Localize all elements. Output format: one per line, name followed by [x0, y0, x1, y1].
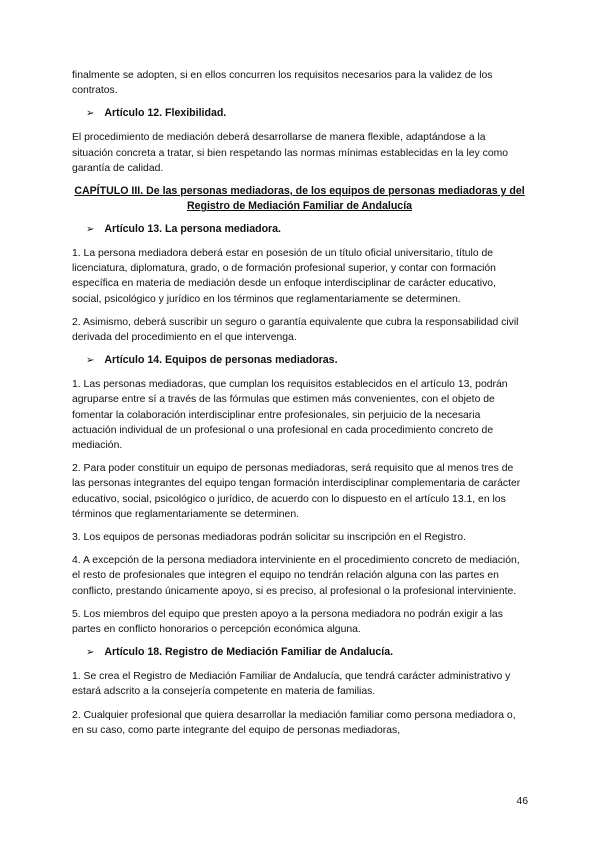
- article-14-paragraph-3: 3. Los equipos de personas mediadoras podrán solicitar su inscripción en el Registro.: [72, 532, 466, 544]
- article-14-paragraph-4: 4. A excepción de la persona mediadora interviniente en el procedimiento concreto de mediación, el resto de profesionales que integren el equipo no tendrán relación alguna con las partes en conflicto, prestando únicamente apoyo, si es preciso, al profesional o la profesional interviniente.: [72, 555, 520, 597]
- article-14-paragraph-5: 5. Los miembros del equipo que presten apoyo a la persona mediadora no podrán exigir a las partes en conflicto honorarios o percepción económica alguna.: [72, 608, 503, 636]
- article-13-heading: [86, 222, 527, 237]
- document-page: [72, 68, 527, 746]
- article-18-heading: [86, 645, 527, 660]
- article-14-paragraph-2: 2. Para poder constituir un equipo de personas mediadoras, será requisito que al menos tres de las personas integrantes del equipo tengan formación interdisciplinar complementaria de carácter educativo, social, psicológico o jurídico, de acuerdo con lo dispuesto en el artículo 13.1, en los términos que reglamentariamente se determinen.: [72, 463, 521, 520]
- article-18-paragraph-1: 1. Se crea el Registro de Mediación Familiar de Andalucía, que tendrá carácter administrativo y estará adscrito a la consejería competente en materia de familias.: [72, 671, 511, 698]
- arrow-bullet-icon: ➢: [86, 647, 95, 659]
- article-14-heading: [86, 353, 527, 368]
- arrow-bullet-icon: ➢: [86, 224, 95, 236]
- article-12-heading: [86, 106, 527, 121]
- article-14-paragraph-1: 1. Las personas mediadoras, que cumplan los requisitos establecidos en el artículo 13, podrán agruparse entre sí a través de las fórmulas que estimen más convenientes, con el objeto de fomentar la colaboración interdisciplinar entre profesionales, sin perjuicio de la necesaria actuación individual de un profesional o una profesional en cada procedimiento concreto de mediación.: [72, 379, 508, 452]
- article-13-paragraph-1: 1. La persona mediadora deberá estar en posesión de un título oficial universitario, título de licenciatura, diplomatura, grado, o de formación profesional superior, y contar con formación específica en materia de mediación desde un enfoque interdisciplinar de carácter educativo, social, psicológico y jurídico en los términos que reglamentariamente se determinen.: [72, 248, 496, 305]
- article-12-title: Artículo 12. Flexibilidad.: [104, 107, 227, 120]
- article-13-paragraph-2: 2. Asimismo, deberá suscribir un seguro o garantía equivalente que cubra la responsabilidad civil derivada del procedimiento en el que intervenga.: [72, 316, 519, 344]
- arrow-bullet-icon: ➢: [86, 108, 95, 120]
- article-12-paragraph-1: El procedimiento de mediación deberá desarrollarse de manera flexible, adaptándose a la situación concreta a tratar, si bien respetando las normas mínimas establecidas en la ley como garantía de calidad.: [72, 132, 509, 174]
- article-13-title: Artículo 13. La persona mediadora.: [104, 223, 282, 236]
- article-18-title: Artículo 18. Registro de Mediación Familiar de Andalucía.: [104, 646, 394, 659]
- arrow-bullet-icon: ➢: [86, 355, 95, 367]
- article-18-paragraph-2: 2. Cualquier profesional que quiera desarrollar la mediación familiar como persona mediadora o, en su caso, como parte integrante del equipo de personas mediadoras,: [72, 709, 516, 736]
- intro-paragraph: finalmente se adopten, si en ellos concurren los requisitos necesarios para la validez de los contratos.: [72, 70, 493, 97]
- chapter-heading: CAPÍTULO III. De las personas mediadoras, de los equipos de personas mediadoras y del Registro de Mediación Familiar de Andalucía: [74, 185, 525, 213]
- page-number: 46: [516, 796, 528, 807]
- article-14-title: Artículo 14. Equipos de personas mediadoras.: [104, 354, 338, 367]
